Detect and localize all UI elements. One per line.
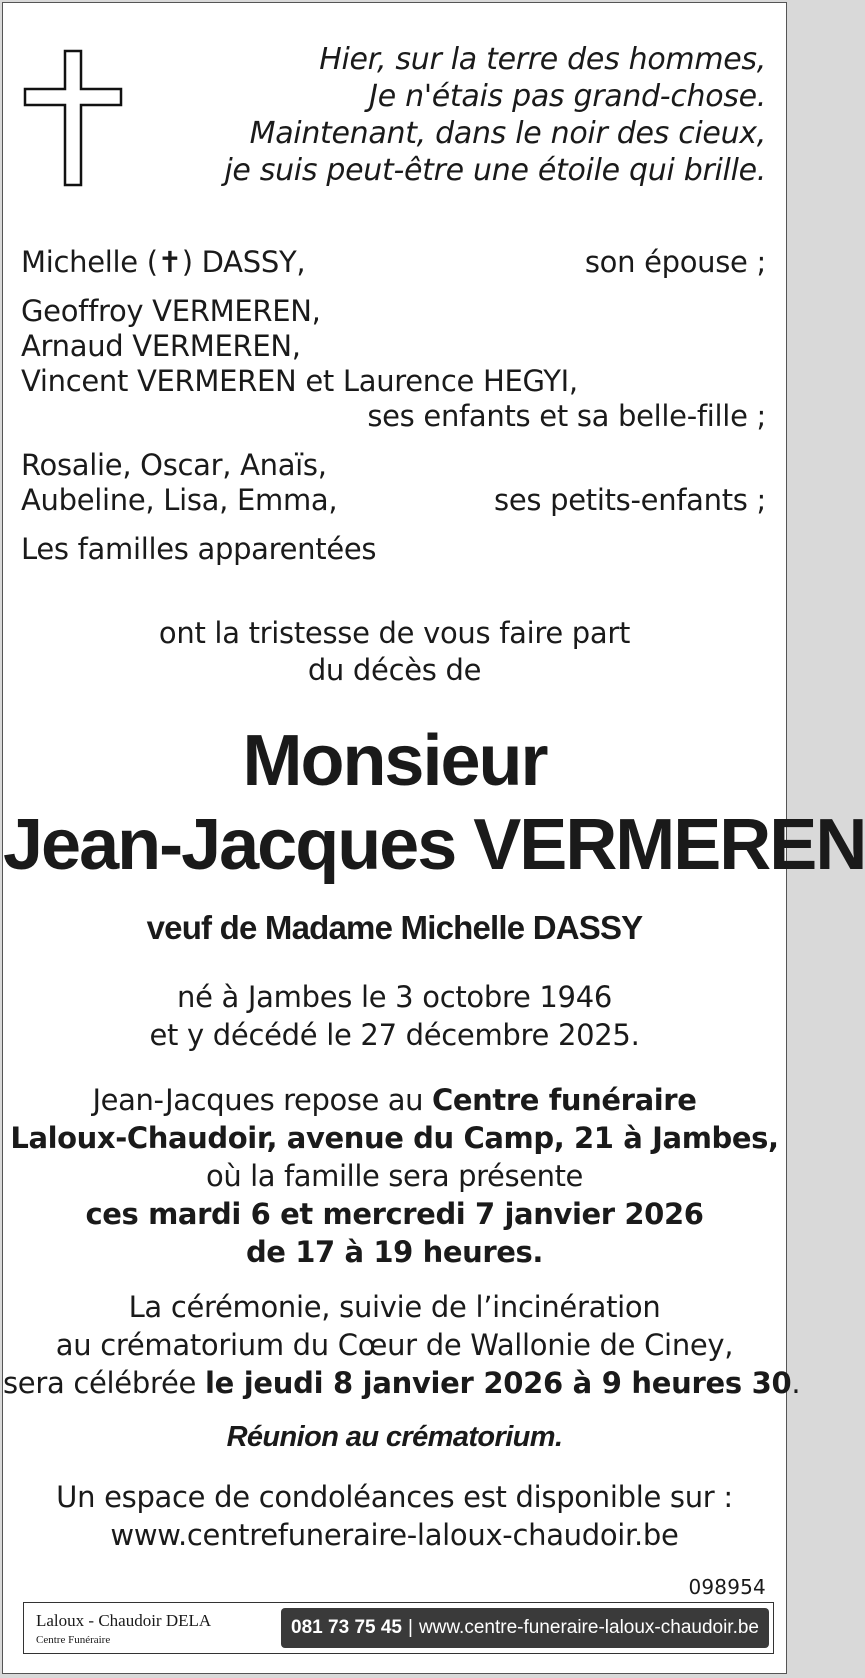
relatives-line: Les familles apparentées xyxy=(21,532,377,566)
children-group xyxy=(21,294,766,434)
cross-icon xyxy=(25,51,121,185)
repose-line1 xyxy=(3,1081,786,1119)
grandchildren-role: ses petits-enfants ; xyxy=(494,483,766,517)
ceremony-line: La cérémonie, suivie de l’incinération xyxy=(128,1290,661,1324)
funeral-home-footer xyxy=(23,1602,774,1654)
condolences xyxy=(3,1478,786,1554)
life-dates xyxy=(3,978,786,1054)
repose-family-line: où la famille sera présente xyxy=(206,1159,583,1193)
spouse-name: Michelle (✝) DASSY, xyxy=(21,245,306,279)
widower-line: veuf de Madame Michelle DASSY xyxy=(146,909,643,946)
child-name: Vincent VERMEREN et Laurence HEGYI, xyxy=(21,364,578,398)
repose-days-text: ces mardi 6 et mercredi 7 janvier 2026 xyxy=(85,1197,704,1231)
meeting-note: Réunion au crématorium. xyxy=(226,1421,563,1453)
child-name: Geoffroy VERMEREN, xyxy=(21,294,321,328)
deceased-title: Monsieur xyxy=(242,721,547,801)
repose-days xyxy=(3,1195,786,1233)
spouse-role: son épouse ; xyxy=(584,245,766,279)
poem-line: Maintenant, dans le noir des cieux, xyxy=(249,116,766,151)
grandchildren-names: Aubeline, Lisa, Emma, xyxy=(21,483,338,517)
repose-prefix: Jean-Jacques repose au xyxy=(92,1083,432,1117)
spouse-row xyxy=(21,245,766,280)
grandchildren-group xyxy=(21,448,766,518)
phone-number[interactable]: 081 73 75 45 xyxy=(291,1617,402,1638)
separator: | xyxy=(408,1617,413,1638)
poem-line: Je n'étais pas grand-chose. xyxy=(369,79,766,114)
ceremony-prefix: sera célébrée xyxy=(3,1366,205,1400)
ceremony-info xyxy=(3,1288,801,1402)
brand-logo xyxy=(36,1611,211,1646)
death-line: et y décédé le 27 décembre 2025. xyxy=(149,1018,640,1052)
ceremony-date-line xyxy=(3,1364,801,1402)
contact-box xyxy=(281,1608,769,1648)
deceased-name-block xyxy=(3,719,865,887)
website-link[interactable]: www.centre-funeraire-laloux-chaudoir.be xyxy=(418,1617,759,1638)
children-role: ses enfants et sa belle-fille ; xyxy=(367,399,766,433)
poem xyxy=(224,41,766,189)
announcement xyxy=(3,615,786,689)
brand-subtitle: Centre Funéraire xyxy=(36,1633,111,1646)
brand-name: Laloux - Chaudoir DELA xyxy=(36,1610,212,1630)
poem-line: Hier, sur la terre des hommes, xyxy=(319,42,766,77)
ceremony-date: le jeudi 8 janvier 2026 à 9 heures 30 xyxy=(204,1366,792,1400)
grandchildren-names: Rosalie, Oscar, Anaïs, xyxy=(21,448,327,482)
repose-address-text: Laloux-Chaudoir, avenue du Camp, 21 à Jambes, xyxy=(10,1121,779,1155)
reference-number: 098954 xyxy=(688,1575,766,1599)
repose-place: Centre funéraire xyxy=(431,1083,697,1117)
announcement-line: du décès de xyxy=(307,653,482,687)
repose-hours-text: de 17 à 19 heures. xyxy=(245,1235,544,1269)
grandchildren-row xyxy=(21,483,766,518)
repose-address xyxy=(3,1119,786,1157)
birth-line: né à Jambes le 3 octobre 1946 xyxy=(176,980,613,1014)
repose-info xyxy=(3,1081,786,1271)
poem-line: je suis peut-être une étoile qui brille. xyxy=(224,153,766,188)
obituary-notice xyxy=(2,2,865,1674)
condolences-text: Un espace de condoléances est disponible sur : xyxy=(56,1480,733,1514)
child-name: Arnaud VERMEREN, xyxy=(21,329,301,363)
repose-hours xyxy=(3,1233,786,1271)
family-list xyxy=(21,245,766,567)
announcement-line: ont la tristesse de vous faire part xyxy=(158,616,631,650)
condolences-url[interactable]: www.centrefuneraire-laloux-chaudoir.be xyxy=(110,1518,679,1552)
ceremony-suffix: . xyxy=(791,1366,801,1400)
deceased-name: Jean-Jacques VERMEREN xyxy=(3,805,865,885)
ceremony-line: au crématorium du Cœur de Wallonie de Ciney, xyxy=(55,1328,734,1362)
